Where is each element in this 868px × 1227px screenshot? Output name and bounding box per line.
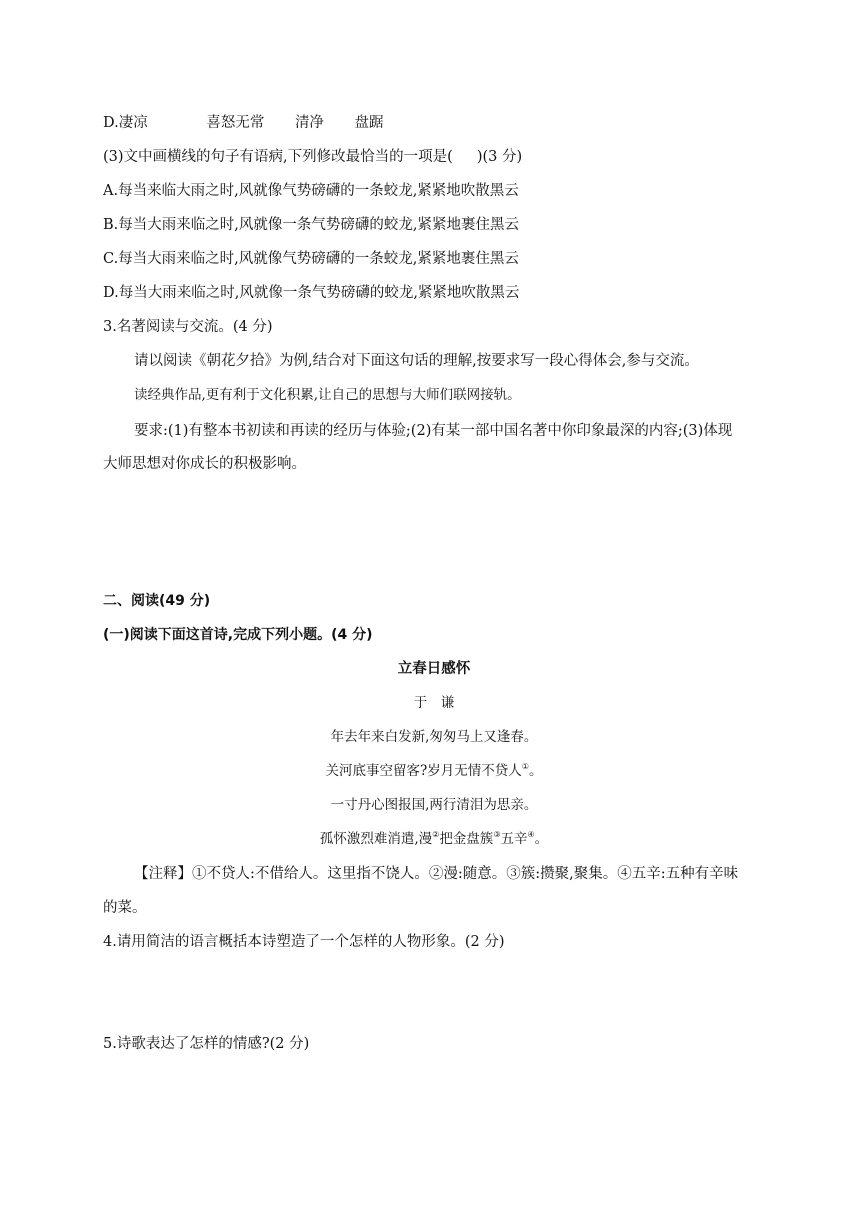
question-5: 5.诗歌表达了怎样的情感?(2 分): [103, 1036, 310, 1052]
poem-line-3: 一寸丹心图报国,两行清泪为思亲。: [330, 797, 538, 813]
option-d: D.每当大雨来临之时,风就像一条气势磅礴的蛟龙,紧紧地吹散黑云: [103, 285, 520, 301]
option-b: B.每当大雨来临之时,风就像一条气势磅礴的蛟龙,紧紧地裹住黑云: [103, 217, 519, 233]
option-d-row: [103, 113, 410, 133]
poem-line-2: 关河底事空留客?岁月无情不贷人①。: [325, 762, 543, 779]
option-d-word-2: 喜怒无常: [206, 115, 265, 131]
question-3-quote: 读经典作品,更有利于文化积累,让自己的思想与大师们联网接轨。: [134, 387, 521, 403]
poem-title: 立春日感怀: [397, 661, 471, 677]
option-a: A.每当来临大雨之时,风就像气势磅礴的一条蛟龙,紧紧地吹散黑云: [103, 183, 519, 199]
poem-line-1: 年去年来白发新,匆匆马上又逢春。: [330, 729, 538, 745]
footnote-marker-2: ②: [432, 830, 440, 839]
part-1-title: (一)阅读下面这首诗,完成下列小题。(4 分): [103, 627, 373, 643]
option-c: C.每当大雨来临之时,风就像气势磅礴的一条蛟龙,紧紧地裹住黑云: [103, 251, 519, 267]
question-4: 4.请用简洁的语言概括本诗塑造了一个怎样的人物形象。(2 分): [103, 934, 505, 950]
option-d-word-3: 清净: [294, 115, 324, 131]
question-3-prompt: 请以阅读《朝花夕拾》为例,结合对下面这句话的理解,按要求写一段心得体会,参与交流。: [134, 353, 699, 369]
section-2-title: 二、阅读(49 分): [103, 593, 211, 609]
question-3-title: 3.名著阅读与交流。(4 分): [103, 319, 273, 335]
poem-author: 于 谦: [413, 695, 455, 711]
footnote-marker-3: ③: [493, 830, 501, 839]
footnote-marker-1: ①: [521, 762, 529, 771]
question-3-requirement-line2: 大师思想对你成长的积极影响。: [103, 456, 306, 472]
poem-notes-line1: 【注释】①不贷人:不借给人。这里指不饶人。②漫:随意。③簇:攒聚,聚集。④五辛:五种有辛味: [134, 866, 739, 882]
subquestion-3-stem: (3)文中画横线的句子有语病,下列修改最恰当的一项是( )(3 分): [103, 149, 523, 165]
poem-notes-line2: 的菜。: [103, 900, 147, 916]
option-d-word-4: 盘踞: [354, 115, 384, 131]
option-d-word-1: D.凄凉: [103, 115, 148, 131]
question-3-requirement-line1: 要求:(1)有整本书初读和再读的经历与体验;(2)有某一部中国名著中你印象最深的内容;(3)体现: [134, 423, 733, 439]
footnote-marker-4: ④: [527, 830, 535, 839]
poem-line-4: 孤怀激烈难消遣,漫②把金盘簇③五辛④。: [319, 830, 549, 847]
